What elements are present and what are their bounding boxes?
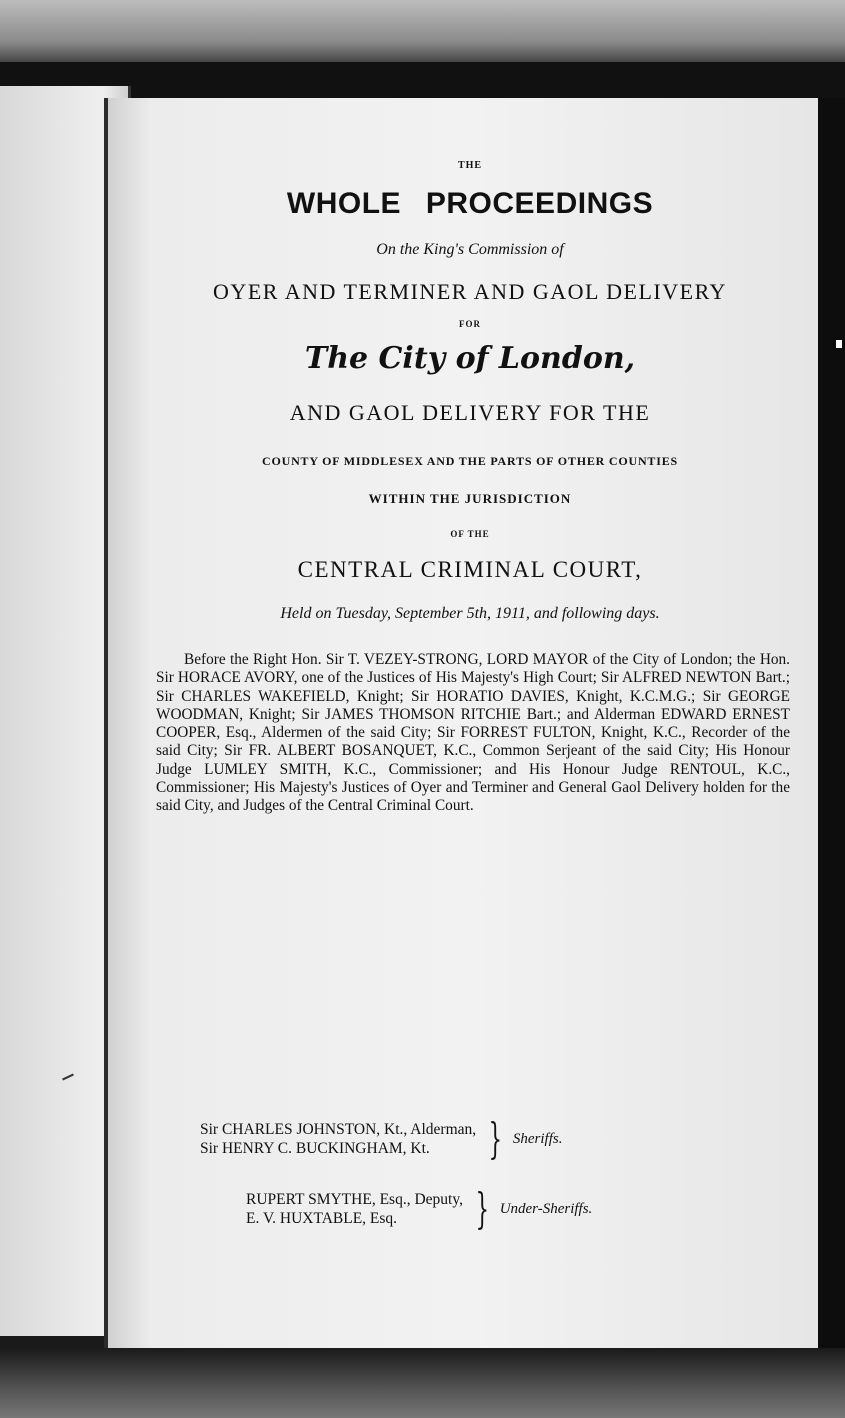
judges-paragraph: Before the Right Hon. Sir T. VEZEY-STRONG, LORD MAYOR of the City of London; the Hon. Sir HORACE AVORY, one of the Justices of His Majesty's High Court; Sir ALFRED NEWTON Bart.; Sir CHARLES WAKEFIELD, Knight; Sir HORATIO DAVIES, Knight, K.C.M.G.; Sir GEORGE WOODMAN, Knight; Sir JAMES THOMSON RITCHIE Bart.; and Alderman EDWARD ERNEST COOPER, Esq., Aldermen of the said City; Sir FORREST FULTON, Knight, K.C., Recorder of the said City; Sir FR. ALBERT BOSANQUET, K.C., Common Serjeant of the said City; His Honour Judge LUMLEY SMITH, K.C., Commissioner; and His Honour Judge RENTOUL, K.C., Commissioner; His Majesty's Justices of Oyer and Terminer and General Gaol Delivery holden for the said City, and Judges of the Central Criminal Court.: [156, 651, 790, 815]
of-the-label: OF THE: [450, 529, 490, 539]
court-name: CENTRAL CRIMINAL COURT,: [297, 557, 643, 582]
county-line: COUNTY OF MIDDLESEX AND THE PARTS OF OTHER COUNTIES: [262, 454, 678, 468]
sheriffs-block: [200, 1114, 563, 1163]
under-sheriff-names: [246, 1190, 463, 1228]
title-page-text: [150, 150, 790, 816]
under-sheriffs-role: Under-Sheriffs.: [499, 1200, 593, 1217]
scan-top-edge: [0, 0, 845, 70]
sheriff-name-2: Sir HENRY C. BUCKINGHAM, Kt.: [200, 1140, 430, 1157]
brace-icon: }: [488, 1114, 503, 1163]
scan-bottom-edge: [0, 1348, 845, 1418]
under-sheriff-name-2: E. V. HUXTABLE, Esq.: [246, 1210, 398, 1227]
brace-icon: }: [475, 1184, 490, 1233]
under-sheriffs-block: [246, 1184, 593, 1233]
main-title: WHOLE PROCEEDINGS: [286, 187, 654, 220]
session-date: Held on Tuesday, September 5th, 1911, and following days.: [280, 605, 660, 622]
oyer-terminer-line: OYER AND TERMINER AND GAOL DELIVERY: [213, 279, 727, 304]
jurisdiction-line: WITHIN THE JURISDICTION: [368, 491, 572, 506]
sheriff-name-1: Sir CHARLES JOHNSTON, Kt., Alderman,: [200, 1121, 477, 1138]
scan-right-edge: [818, 98, 845, 1348]
scan-speck: [836, 340, 842, 348]
for-label: FOR: [459, 319, 481, 329]
gaol-delivery-line: AND GAOL DELIVERY FOR THE: [289, 400, 651, 425]
sheriff-names: [200, 1120, 476, 1158]
the-label: THE: [457, 160, 483, 171]
commission-line: On the King's Commission of: [376, 241, 564, 258]
sheriffs-role: Sheriffs.: [512, 1130, 563, 1147]
under-sheriff-name-1: RUPERT SMYTHE, Esq., Deputy,: [246, 1191, 463, 1208]
city-of-london: The City of London,: [304, 341, 636, 376]
